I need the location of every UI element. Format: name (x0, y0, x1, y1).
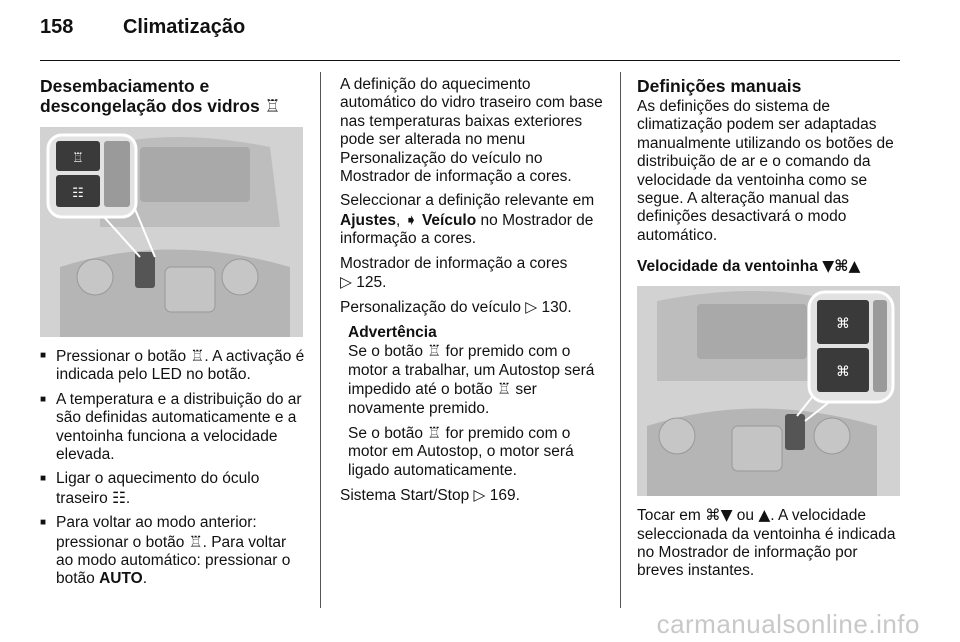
paragraph: As definições do sistema de climatização podem ser adaptadas manualmente utilizando os botões de distribuição de ar e o comando da velocidade da ventoinha como se segue. A alteração manual das definições desactivará o modo automático. (637, 98, 894, 244)
paragraph: Tocar em ⌘▼ ou ▲. A velocidade seleccionada da ventoinha é indicada no Mostrador de informação por breves instantes. (637, 506, 896, 580)
watermark: carmanualsonline.info (656, 609, 920, 639)
defrost-icon: ♖ (264, 97, 281, 117)
svg-text:⌘: ⌘ (836, 316, 850, 333)
fan-down-icon: ▼ (720, 506, 733, 525)
column-1 (40, 76, 306, 595)
rear-window-heat-icon: ☷ (112, 488, 126, 507)
svg-text:⌘: ⌘ (836, 364, 850, 381)
column-2 (340, 76, 606, 512)
list-item: ■ A temperatura e a distribuição do ar são definidas automaticamente e a ventoinha funciona a velocidade elevada. (40, 391, 306, 465)
fan-down-icon: ▼ (822, 257, 835, 276)
column-divider-1 (320, 72, 321, 608)
defrost-icon: ♖ (188, 532, 203, 551)
paragraph: A definição do aquecimento automático do vidro traseiro com base nas temperaturas baixas exteriores pode ser alterada no menu Personalização do veículo no Mostrador de informação a cores. (340, 76, 603, 186)
note-title: Advertência (348, 323, 437, 341)
fan-icon: ⌘ (705, 506, 721, 525)
defrost-icon: ♖ (497, 380, 511, 399)
header-divider (40, 60, 900, 61)
warning-note (348, 324, 606, 480)
figure-defrost-button (40, 127, 303, 337)
column-divider-2 (620, 72, 621, 608)
subheading-fan-speed: Velocidade da ventoinha ▼⌘▲ (637, 257, 861, 276)
reference-arrow-icon: ▷ (340, 273, 352, 292)
page-number: 158 (40, 16, 74, 38)
list-item: ■ Ligar o aquecimento do óculo traseiro ☷. (40, 470, 306, 508)
auto-label: AUTO (99, 570, 143, 588)
section-heading-defrost: Desembaciamento e descongelação dos vidros ♖ (40, 76, 281, 117)
reference-arrow-icon: ▷ (525, 298, 538, 317)
menu-ajustes: Ajustes (340, 211, 396, 229)
paragraph: Se o botão ♖ for premido com o motor a trabalhar, um Autostop será impedido até o botão ♖ ser novamente premido. (348, 342, 595, 417)
page-header (40, 16, 245, 39)
fan-icon: ⌘ (834, 257, 849, 276)
svg-text:☷: ☷ (72, 186, 84, 201)
cross-reference: Mostrador de informação a cores ▷ 125. (340, 254, 568, 292)
defrost-icon: ♖ (427, 423, 442, 442)
fan-up-icon: ▲ (758, 506, 771, 525)
list-item: ■ Pressionar o botão ♖. A activação é indicada pelo LED no botão. (40, 347, 306, 385)
paragraph: Seleccionar a definição relevante em Ajustes, ➧ Veículo no Mostrador de informação a cores. (340, 192, 595, 248)
fan-up-icon: ▲ (848, 257, 861, 276)
defrost-icon: ♖ (190, 347, 205, 365)
section-heading-manual: Definições manuais (637, 76, 802, 96)
chapter-title: Climatização (122, 16, 246, 38)
paragraph: Se o botão ♖ for premido com o motor em Autostop, o motor será ligado automaticamente. (348, 423, 574, 479)
cross-reference: Personalização do veículo ▷ 130. (340, 298, 572, 317)
svg-text:♖: ♖ (72, 151, 84, 166)
cross-reference: Sistema Start/Stop ▷ 169. (340, 486, 520, 505)
reference-arrow-icon: ▷ (473, 486, 486, 505)
figure-fan-speed-buttons (637, 286, 900, 496)
arrow-icon: ➧ (404, 210, 418, 229)
list-item: ■ Para voltar ao modo anterior: pressionar o botão ♖. Para voltar ao modo automático: pressionar o botão AUTO. (40, 514, 306, 589)
defrost-icon: ♖ (427, 342, 442, 361)
menu-veiculo: Veículo (421, 211, 477, 229)
column-3 (637, 76, 905, 587)
instruction-list (40, 347, 306, 589)
